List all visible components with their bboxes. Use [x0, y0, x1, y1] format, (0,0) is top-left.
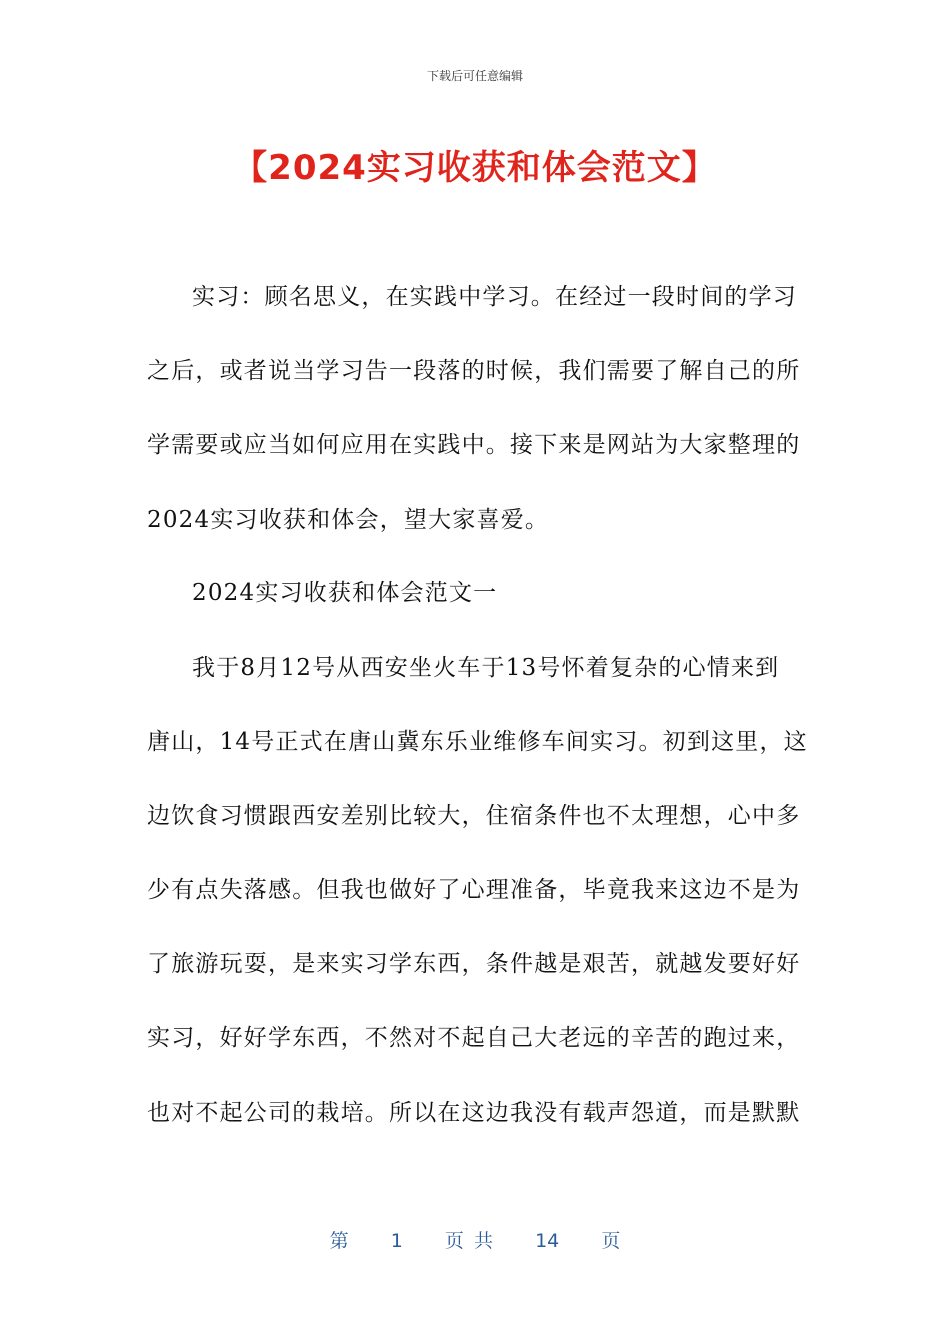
footer-mid: 页 共: [444, 1230, 493, 1252]
paragraph-line: 2024实习收获和体会，望大家喜爱。: [147, 507, 550, 533]
paragraph-line: 边饮食习惯跟西安差别比较大，住宿条件也不太理想，心中多: [147, 803, 801, 829]
paragraph-line: 学需要或应当如何应用在实践中。接下来是网站为大家整理的: [147, 432, 801, 458]
paragraph-line: 唐山，14号正式在唐山冀东乐业维修车间实习。初到这里，这: [147, 729, 808, 755]
total-pages-number: 14: [535, 1230, 560, 1252]
paragraph-line: 了旅游玩耍，是来实习学东西，条件越是艰苦，就越发要好好: [147, 951, 801, 977]
paragraph-line: 实习：顾名思义，在实践中学习。在经过一段时间的学习: [192, 284, 797, 310]
document-title: 【2024实习收获和体会范文】: [233, 148, 717, 188]
section-heading: 2024实习收获和体会范文一: [192, 580, 498, 606]
footer-prefix: 第: [329, 1230, 349, 1252]
footer-suffix: 页: [601, 1230, 621, 1252]
current-page-number: 1: [390, 1230, 403, 1252]
page-footer: [0, 1226, 950, 1253]
paragraph-line: 之后，或者说当学习告一段落的时候，我们需要了解自己的所: [147, 358, 801, 384]
paragraph-line: 也对不起公司的栽培。所以在这边我没有载声怨道，而是默默: [147, 1100, 801, 1126]
header-note: 下载后可任意编辑: [426, 69, 523, 83]
paragraph-line: 实习，好好学东西，不然对不起自己大老远的辛苦的跑过来，: [147, 1025, 801, 1051]
paragraph-line: 少有点失落感。但我也做好了心理准备，毕竟我来这边不是为: [147, 877, 801, 903]
paragraph-line: 我于8月12号从西安坐火车于13号怀着复杂的心情来到: [192, 655, 780, 681]
